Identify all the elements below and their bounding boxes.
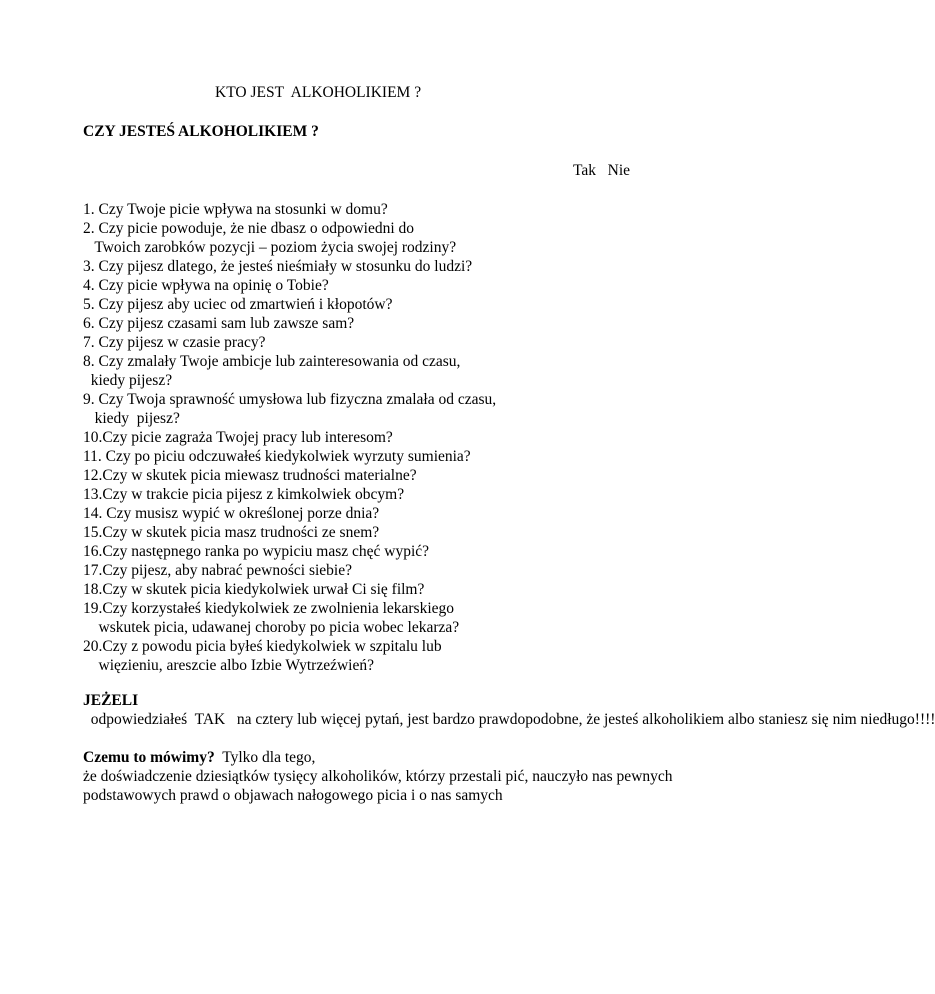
question-line: 12.Czy w skutek picia miewasz trudności materialne? (83, 467, 417, 484)
explanation-text: Tylko dla tego, (214, 749, 316, 766)
question-item (83, 352, 703, 390)
question-line: 20.Czy z powodu picia byłeś kiedykolwiek w szpitalu lub (83, 638, 442, 655)
question-line: 2. Czy picie powoduje, że nie dbasz o odpowiedni do (83, 220, 415, 237)
question-line: 9. Czy Twoja sprawność umysłowa lub fizyczna zmalała od czasu, (83, 391, 497, 408)
question-line: 7. Czy pijesz w czasie pracy? (83, 334, 266, 351)
explanation-paragraph (83, 748, 723, 805)
conclusion-lead: JEŻELI (83, 692, 139, 709)
question-line: 13.Czy w trakcie picia pijesz z kimkolwiek obcym? (83, 486, 405, 503)
question-item (83, 295, 703, 314)
question-line: Twoich zarobków pozycji – poziom życia swojej rodziny? (83, 239, 457, 256)
question-line: kiedy pijesz? (83, 372, 173, 389)
question-line: 4. Czy picie wpływa na opinię o Tobie? (83, 277, 329, 294)
question-item (83, 276, 703, 295)
question-item (83, 200, 703, 219)
question-item (83, 333, 703, 352)
question-item (83, 428, 703, 447)
question-line: 18.Czy w skutek picia kiedykolwiek urwał Ci się film? (83, 581, 425, 598)
question-item (83, 523, 703, 542)
question-item (83, 561, 703, 580)
questionnaire-heading: CZY JESTEŚ ALKOHOLIKIEM ? (83, 123, 319, 140)
question-item (83, 466, 703, 485)
question-line: więzieniu, areszcie albo Izbie Wytrzeźwień? (83, 657, 374, 674)
question-item (83, 599, 703, 637)
question-line: 11. Czy po piciu odczuwałeś kiedykolwiek wyrzuty sumienia? (83, 448, 471, 465)
question-list (83, 200, 703, 675)
question-item (83, 504, 703, 523)
question-line: 10.Czy picie zagraża Twojej pracy lub interesom? (83, 429, 393, 446)
question-line: 1. Czy Twoje picie wpływa na stosunki w domu? (83, 201, 388, 218)
question-item (83, 542, 703, 561)
question-line: kiedy pijesz? (83, 410, 180, 427)
question-line: wskutek picia, udawanej choroby po picia wobec lekarza? (83, 619, 460, 636)
column-header-no: Nie (607, 162, 631, 179)
column-header-yes: Tak (573, 162, 597, 179)
explanation-body: że doświadczenie dziesiątków tysięcy alkoholików, którzy przestali pić, nauczyło nas pewnych podstawowych prawd o objawach nałogowego picia i o nas samych (83, 768, 673, 804)
question-item (83, 390, 703, 428)
question-item (83, 580, 703, 599)
question-line: 8. Czy zmalały Twoje ambicje lub zainteresowania od czasu, (83, 353, 461, 370)
document-title: KTO JEST ALKOHOLIKIEM ? (215, 84, 422, 101)
conclusion-text: odpowiedziałeś TAK na cztery lub więcej pytań, jest bardzo prawdopodobne, że jesteś alkoholikiem albo staniesz się nim niedługo!!!! (83, 711, 935, 728)
question-line: 5. Czy pijesz aby uciec od zmartwień i kłopotów? (83, 296, 393, 313)
question-line: 15.Czy w skutek picia masz trudności ze snem? (83, 524, 380, 541)
explanation-lead: Czemu to mówimy? (83, 749, 215, 766)
question-item (83, 637, 703, 675)
conclusion-paragraph (83, 691, 935, 729)
question-line: 17.Czy pijesz, aby nabrać pewności siebie? (83, 562, 353, 579)
question-item (83, 257, 703, 276)
answer-column-headers (573, 161, 630, 180)
question-line: 14. Czy musisz wypić w określonej porze dnia? (83, 505, 380, 522)
question-line: 6. Czy pijesz czasami sam lub zawsze sam? (83, 315, 355, 332)
question-line: 16.Czy następnego ranka po wypiciu masz chęć wypić? (83, 543, 430, 560)
question-item (83, 447, 703, 466)
question-line: 19.Czy korzystałeś kiedykolwiek ze zwolnienia lekarskiego (83, 600, 455, 617)
question-item (83, 485, 703, 504)
question-item (83, 219, 703, 257)
question-item (83, 314, 703, 333)
question-line: 3. Czy pijesz dlatego, że jesteś nieśmiały w stosunku do ludzi? (83, 258, 473, 275)
